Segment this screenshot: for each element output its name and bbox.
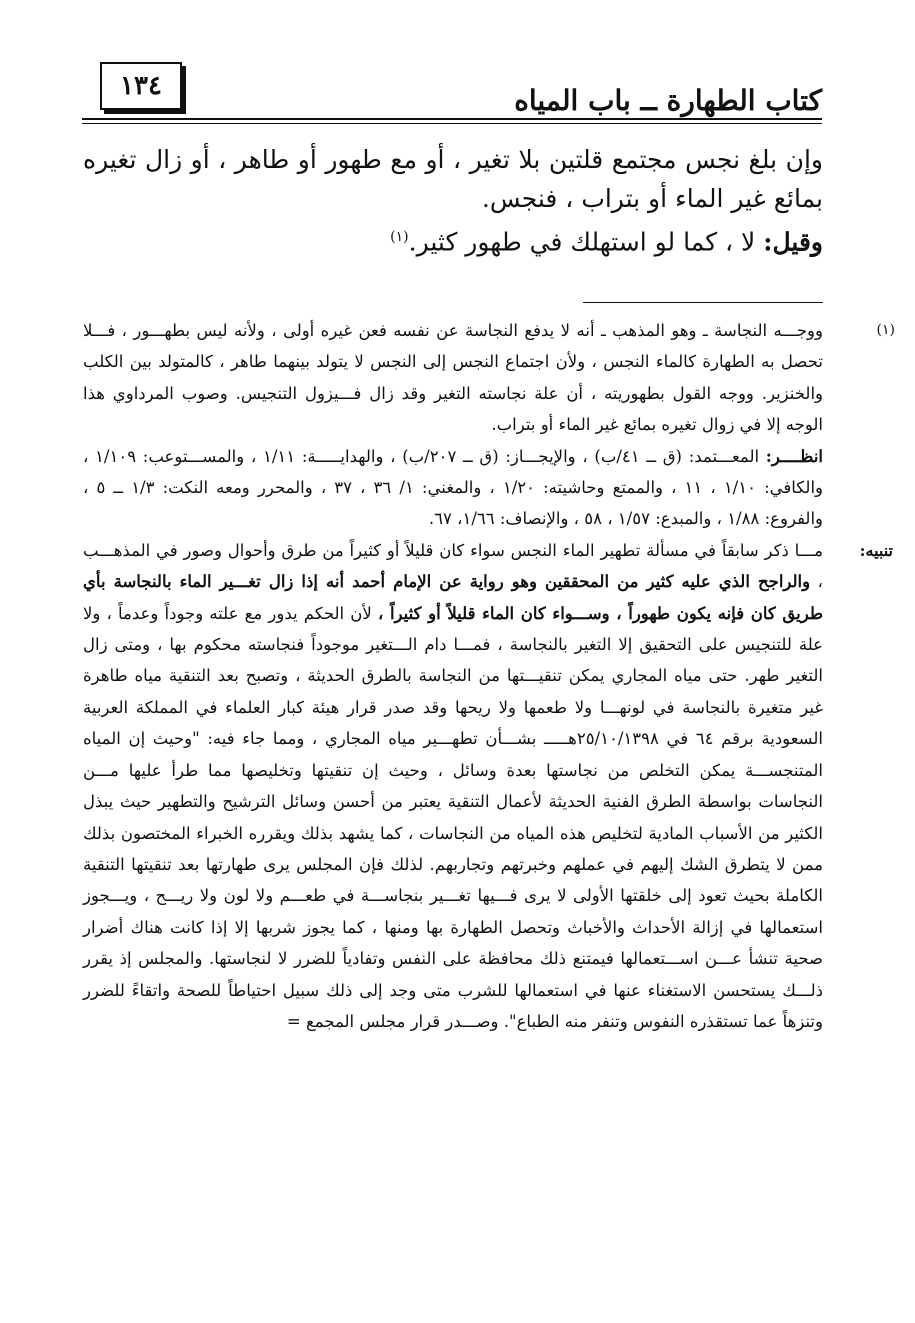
qeel-text: لا ، كما لو استهلك في طهور كثير. bbox=[408, 227, 764, 257]
main-text bbox=[83, 140, 823, 261]
footnote-refs-label: انظــــر: bbox=[765, 446, 824, 466]
tanbih-note bbox=[83, 535, 893, 1038]
header-title: كتاب الطهارة ــ باب المياه bbox=[514, 84, 822, 117]
tanbih-bold-text: والراجح الذي عليه كثير من المحققين وهو رواية عن الإمام أحمد أنه إذا زال تغـــير الماء بالنجاسة بأي طريق كان فإنه يكون طهوراً ، وســـواء كان الماء قليلاً أو كثيراً ، bbox=[83, 572, 823, 623]
tanbih-text-1: مـــا ذكر سابقاً في مسألة تطهير الماء النجس سواء كان قليلاً أو كثيراً من طرق وأحوال وصور في المذهـــب ، bbox=[83, 540, 823, 592]
footnote-1-body: ووجـــه النجاسة ـ وهو المذهب ـ أنه لا يدفع النجاسة عن نفسه فعن غيره أولى ، ولأنه ليس بطهـــور ، فـــلا تحصل به الطهارة كالماء النجس ، ولأن اجتماع النجس إلى النجس لا يتولد بينهما طاهر ، كالمتولد بين الكلب والخنزير. ووجه القول بطهوريته ، أن علة نجاسته التغير وقد زال فـــيزول التنجيس. وصوب المرداوي هذا الوجه إلا في زوال تغيره بمائع غير الماء أو بتراب. bbox=[83, 321, 823, 435]
footnote-refs-text: المعـــتمد: (ق ــ ٤١/ب) ، والإيجـــاز: (ق ــ ٢٠٧/ب) ، والهدايـــــة: ١/١١ ، والمســـتوعب: ١/١٠٩ ، والكافي: ١/١٠ ، ١١ ، والممتع وحاشيته: ١/٢٠ ، والمغني: ١/ ٣٦ ، ٣٧ ، والمحرر ومعه النكت: ١/٣ ــ ٥ ، والفروع: ١/٨٨ ، والمبدع: ١/٥٧ ، ٥٨ ، والإنصاف: ١/٦٦، ٦٧. bbox=[83, 446, 823, 529]
page-number: ١٣٤ bbox=[100, 62, 182, 110]
footnote-divider bbox=[583, 302, 823, 303]
main-paragraph-2 bbox=[83, 218, 823, 261]
qeel-label: وقيل: bbox=[763, 227, 823, 257]
header-rule bbox=[82, 118, 822, 120]
tanbih-text bbox=[83, 535, 823, 1038]
tanbih-text-2: لأن الحكم يدور مع علته وجوداً وعدماً ، ولا علة للتنجيس على التحقيق إلا التغير بالنجاسة ، فمـــا دام الـــتغير موجوداً فنجاسته محكوم بها ، ومتى زال التغير طهر. حتى مياه المجاري يمكن تنقيـــتها من النجاسة بالطرق الحديثة ، وتصبح بعد التنقية مياه طاهرة غير متغيرة بالنجاسة في لونهـــا ولا طعمها ولا ريحها وقد صدر قرار هيئة كبار العلماء في المملكة العربية السعودية برقم ٦٤ في ٢٥/١٠/١٣٩٨هـــــ بشـــأن تطهـــير مياه المجاري ، ومما جاء فيه: "وحيث إن المياه المتنجســـة يمكن التخلص من نجاستها بعدة وسائل ، وحيث إن تنقيتها وتخليصها مما طرأ عليها مـــن النجاسات بواسطة الطرق الفنية الحديثة لأعمال التنقية يعتبر من أحسن وسائل الترشيح والتطهير حيث يبذل الكثير من الأسباب المادية لتخليص هذه المياه من النجاسات ، كما يشهد بذلك ويقرره الخبراء المختصون بذلك ممن لا يتطرق الشك إليهم في عملهم وخبرتهم وتجاربهم. لذلك فإن المجلس يرى طهارتها بعد تنقيتها التنقية الكاملة بحيث تعود إلى خلقتها الأولى لا يرى فـــيها تغـــير بنجاســـة في طعـــم ولا لون ولا ريـــح ، ويـــجوز استعمالها في إزالة الأحداث والأخباث وتحصل الطهارة بها ومنها ، كما يجوز شربها إلا إذا كانت هناك أضرار صحية تنشأ عـــن اســـتعمالها فيمتنع ذلك محافظة على النفس وتفادياً للضرر لا لنجاستها. والمجلس إذ يقرر ذلـــك يستحسن الاستغناء عنها في استعمالها للشرب متى وجد إلى ذلك سبيل احتياطاً للصحة واتقاءً للضرر وتنزهاً عما تستقذره النفوس وتنفر منه الطباع". وصـــدر قرار مجلس المجمع = bbox=[83, 603, 823, 1031]
footnote-1 bbox=[83, 315, 895, 535]
footnote-marker: (١) bbox=[876, 322, 895, 338]
footnote-reference[interactable]: (١) bbox=[390, 229, 409, 245]
header-rule-thin bbox=[82, 123, 822, 124]
footnotes bbox=[83, 315, 895, 1037]
tanbih-label: تنبيه: bbox=[859, 540, 893, 560]
footnote-1-text bbox=[83, 315, 823, 535]
page-header bbox=[82, 62, 822, 132]
main-paragraph-1: وإن بلغ نجس مجتمع قلتين بلا تغير ، أو مع طهور أو طاهر ، أو زال تغيره بمائع غير الماء أو بتراب ، فنجس. bbox=[83, 145, 823, 213]
